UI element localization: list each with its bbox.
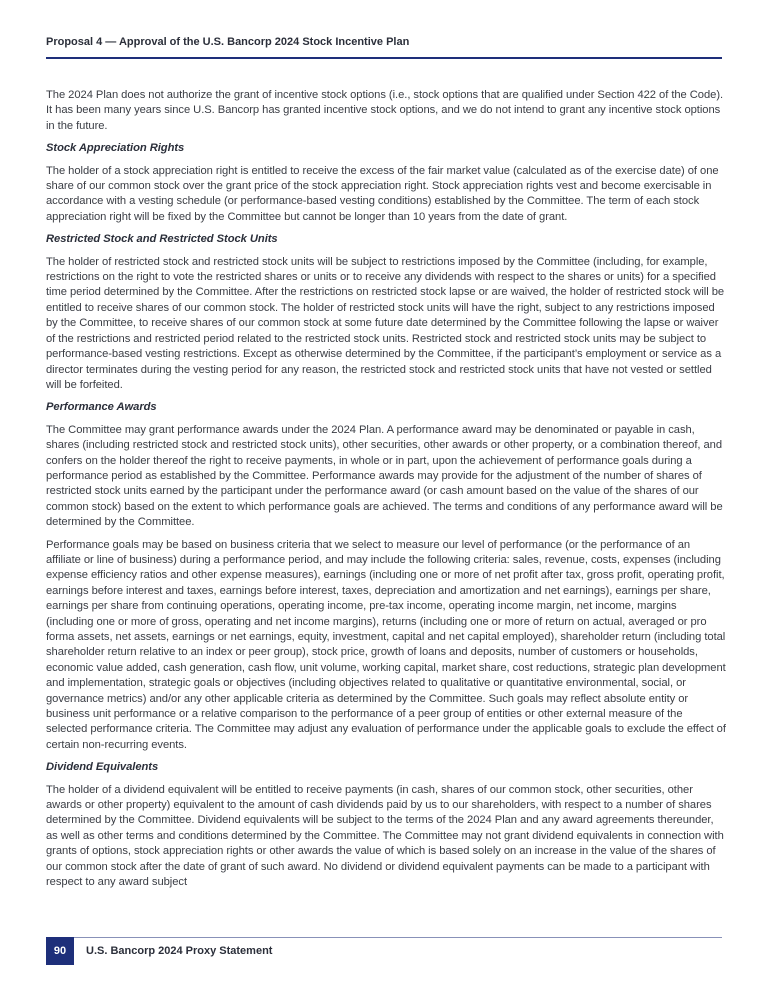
heading-restricted-stock: Restricted Stock and Restricted Stock Units (46, 233, 278, 246)
footer-divider (46, 937, 722, 938)
paragraph-dividend-equivalents: The holder of a dividend equivalent will be entitled to receive payments (in cash, shares of our common stock, other securities, other awards or other property) equivalent to the amount of cash dividends paid by us to our shareholders, with respect to a number of shares determined by the Committee. Dividend equivalents will be subject to the terms of the 2024 Plan and any award agreements thereunder, as well as other terms and conditions determined by the Committee. The Committee may not grant dividend equivalents in connection with grants of options, stock appreciation rights or other awards the value of which is based solely on an increase in the value of the shares of our common stock after the date of grant of such award. No dividend or dividend equivalent payments can be made to a participant with respect to any award subject (46, 783, 724, 889)
running-header: Proposal 4 — Approval of the U.S. Bancorp 2024 Stock Incentive Plan (46, 36, 410, 48)
header-divider (46, 57, 722, 59)
paragraph-sar: The holder of a stock appreciation right is entitled to receive the excess of the fair market value (calculated as of the exercise date) of one share of our common stock over the grant price of the stock appreciation right. Stock appreciation rights vest and become exercisable in accordance with a vesting schedule (or performance-based vesting conditions) established by the Committee. The term of each stock appreciation right will be fixed by the Committee but cannot be longer than 10 years from the date of grant. (46, 164, 719, 223)
paragraph-performance-awards: The Committee may grant performance awards under the 2024 Plan. A performance award may be denominated or payable in cash, shares (including restricted stock and restricted stock units), other securities, other awards or other property, or a combination thereof, and confers on the holder thereof the right to receive payments, in whole or in part, upon the achievement of performance goals during a performance period as established by the Committee. Performance awards may provide for the adjustment of the number of shares of restricted stock units earned by the participant under the performance award (or cash amount based on the value of the shares of our common stock) based on the extent to which performance goals are achieved. The terms and conditions of any performance award will be determined by the Committee. (46, 423, 723, 529)
page-number-badge: 90 (46, 937, 74, 965)
paragraph-performance-goals: Performance goals may be based on business criteria that we select to measure our level of performance (or the performance of an affiliate or line of business) during a performance period, and may include the following criteria: sales, revenue, costs, expenses (including expense efficiency ratios and other expense measures), earnings (including one or more of net profit after tax, gross profit, operating profit, earnings before interest and taxes, earnings before interest, taxes, depreciation and amortization and net earnings), earnings per share, earnings per share from continuing operations, operating income, pre-tax income, operating income margin, net income, margins (including one or more of gross, operating and net income margins), returns (including one or more of return on actual, averaged or pro forma assets, net assets, earnings or net earnings, equity, investment, capital and net capital employed), shareholder return (including total shareholder return relative to an index or peer group), stock price, growth of loans and deposits, number of customers or households, economic value added, cash generation, cash flow, unit volume, working capital, market share, cost reductions, strategic plan development and implementation, strategic goals or objectives (including objectives related to qualitative or quantitative environmental, social, or governance metrics) and/or any other applicable criteria as determined by the Committee. Such goals may reflect absolute entity or business unit performance or a relative comparison to the performance of a peer group of entities or other external measure of the selected performance criteria. The Committee may adjust any evaluation of performance under the applicable goals to exclude the effect of certain non-recurring events. (46, 538, 726, 751)
heading-dividend-equivalents: Dividend Equivalents (46, 761, 159, 774)
heading-stock-appreciation-rights: Stock Appreciation Rights (46, 142, 185, 155)
heading-performance-awards: Performance Awards (46, 401, 157, 414)
document-body (46, 88, 726, 898)
paragraph-iso-options: The 2024 Plan does not authorize the grant of incentive stock options (i.e., stock options that are qualified under Section 422 of the Code). It has been many years since U.S. Bancorp has granted incentive stock options, and we do not intend to grant any incentive stock options in the future. (46, 89, 724, 132)
paragraph-restricted-stock: The holder of restricted stock and restricted stock units will be subject to restrictions imposed by the Committee (including, for example, restrictions on the right to vote the restricted shares or units or to receive any dividends with respect to the shares or units) for a specified time period determined by the Committee. After the restrictions on restricted stock lapse or are waived, the holder of restricted stock will be entitled to receive shares of our common stock. The holder of restricted stock units will have the right, subject to any restrictions imposed by the Committee, to receive shares of our common stock at some future date determined by the Committee following the lapse or waiver of the restrictions and restricted period related to the restricted stock units. Restricted stock and restricted stock units may be subject to performance-based vesting restrictions. Except as otherwise determined by the Committee, if the participant’s employment or service as a director terminates during the vesting period for any reason, the restricted stock and restricted stock units that have not vested or settled will be forfeited. (46, 255, 725, 391)
footer-title: U.S. Bancorp 2024 Proxy Statement (86, 945, 273, 957)
